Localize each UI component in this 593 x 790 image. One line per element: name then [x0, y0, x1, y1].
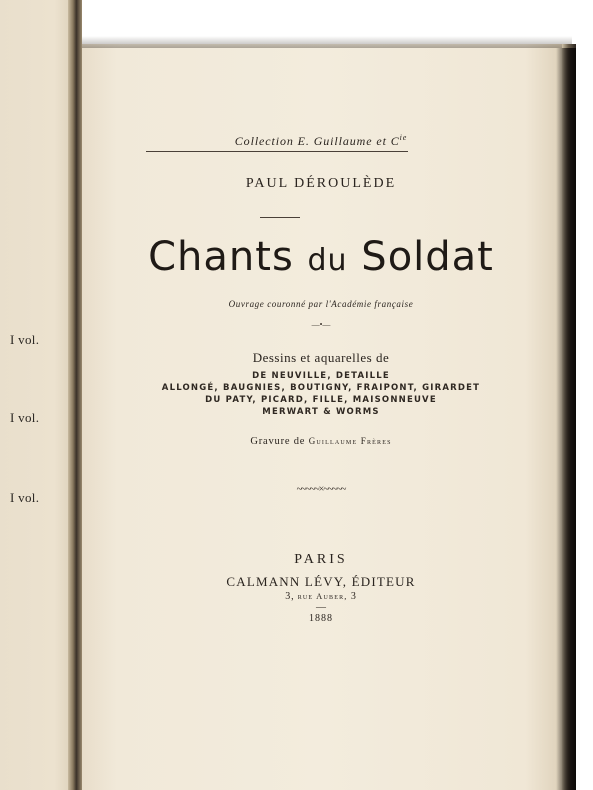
small-ornament: —•—	[311, 320, 331, 329]
title-word-chants: Chants	[148, 234, 294, 280]
engraving-credit	[78, 436, 564, 447]
artists-line: DE NEUVILLE, DETAILLE	[252, 371, 390, 381]
left-page-line: I vol.	[10, 490, 40, 505]
award-subtitle: Ouvrage couronné par l'Académie française	[228, 299, 414, 309]
collection-superscript: ie	[399, 133, 408, 142]
page-top-shadow	[72, 36, 572, 48]
artists-line: ALLONGÉ, BAUGNIES, BOUTIGNY, FRAIPONT, GIRARDET	[161, 383, 481, 393]
title-word-soldat: Soldat	[361, 234, 494, 280]
book-cover-edge	[556, 48, 576, 790]
address-street: rue Auber,	[297, 591, 348, 601]
engraving-prefix: Gravure de	[250, 436, 306, 447]
left-page-line: I vol.	[10, 332, 40, 347]
author-name: PAUL DÉROULÈDE	[245, 176, 397, 191]
imprint-dash: —	[316, 602, 326, 613]
imprint-city: PARIS	[294, 552, 348, 567]
left-page	[0, 0, 78, 790]
collection-rule	[146, 151, 408, 152]
engraving-name: Guillaume Frères	[308, 436, 392, 446]
artists-line: DU PATY, PICARD, FILLE, MAISONNEUVE	[205, 395, 437, 405]
artists-line: MERWART & WORMS	[262, 407, 380, 417]
decorative-ornament: ~~~~~×~~~~~	[296, 484, 346, 495]
imprint-publisher: CALMANN LÉVY, ÉDITEUR	[226, 574, 416, 589]
collection-line	[78, 133, 564, 149]
imprint-address	[78, 591, 564, 602]
address-end: 3	[350, 591, 357, 602]
title-page	[78, 44, 564, 790]
illustrations-heading: Dessins et aquarelles de	[252, 350, 390, 365]
address-number: 3,	[285, 591, 295, 602]
imprint-year: 1888	[309, 613, 333, 624]
title-word-du: du	[307, 243, 348, 278]
left-page-line: I vol.	[10, 410, 40, 425]
author-rule	[260, 217, 300, 218]
book-title	[78, 234, 564, 280]
collection-text: Collection E. Guillaume et C	[234, 134, 400, 148]
